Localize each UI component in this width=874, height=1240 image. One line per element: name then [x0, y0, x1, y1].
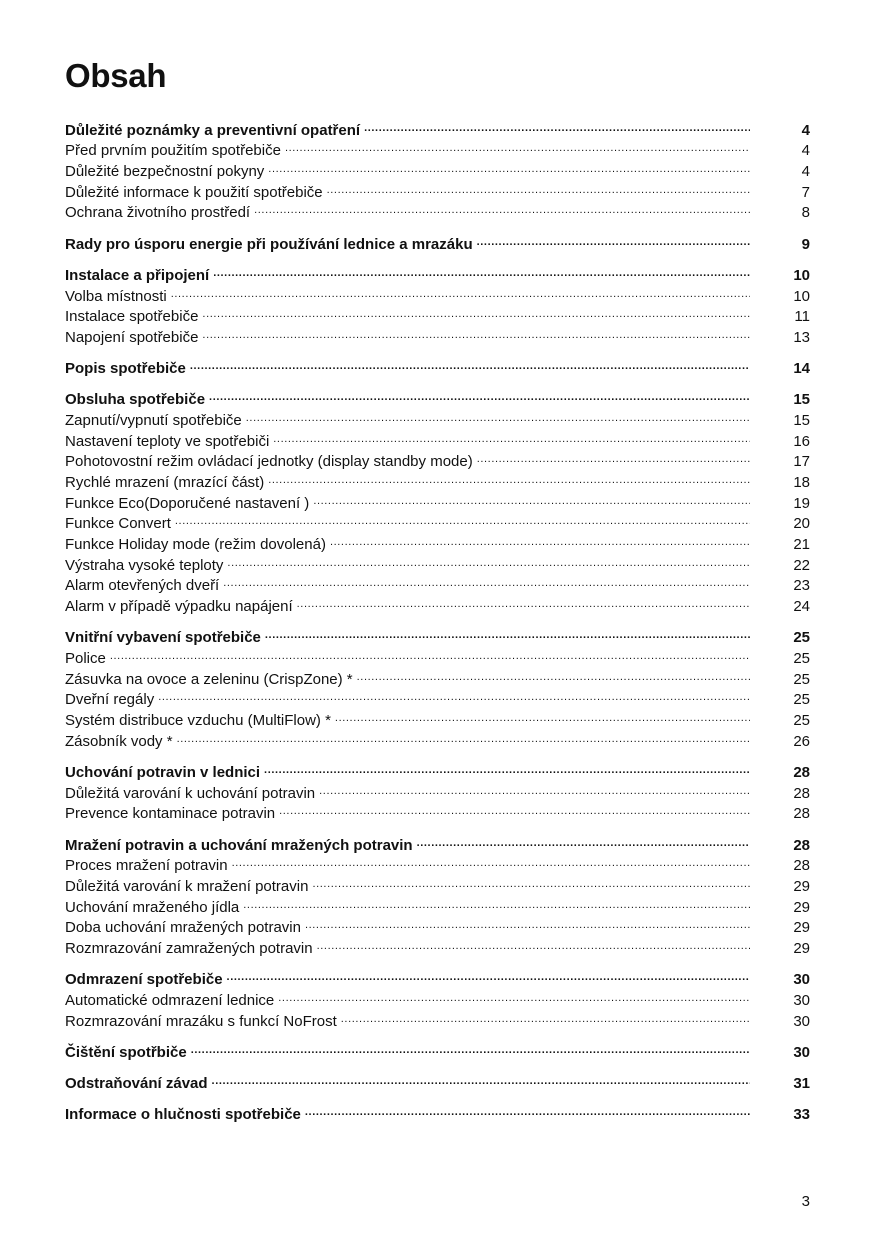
toc-page-number: 14 — [793, 360, 810, 378]
toc-entry-title: Funkce Holiday mode (režim dovolená) — [65, 536, 326, 554]
toc-entry[interactable] — [65, 301, 810, 326]
toc-heading[interactable] — [65, 756, 810, 781]
toc-entry[interactable] — [65, 663, 810, 688]
dot-leader — [268, 155, 750, 176]
dot-leader — [335, 704, 750, 725]
toc-entry-title: Odmrazení spotřebiče — [65, 971, 223, 989]
toc-page-number: 29 — [793, 939, 810, 957]
toc-entry-title: Volba místnosti — [65, 287, 167, 305]
toc-entry-title: Zapnutí/vypnutí spotřebiče — [65, 411, 242, 429]
toc-entry-title: Proces mražení potravin — [65, 857, 228, 875]
dot-leader — [273, 425, 750, 446]
toc-page-number: 10 — [793, 287, 810, 305]
toc-entry-title: Funkce Eco(Doporučené nastavení ) — [65, 494, 310, 512]
toc-page-number: 29 — [793, 898, 810, 916]
toc-page-number: 10 — [793, 266, 810, 284]
dot-leader — [232, 850, 750, 871]
toc-page-number: 18 — [793, 474, 810, 491]
toc-page-number: 17 — [793, 453, 810, 471]
toc-section — [65, 384, 810, 616]
page-title: Obsah — [65, 57, 167, 94]
dot-leader — [305, 1098, 750, 1119]
dot-leader — [223, 570, 750, 591]
toc-entry-title: Před prvním použitím spotřebiče — [65, 142, 281, 160]
dot-leader — [313, 487, 750, 508]
toc-section — [65, 1098, 810, 1124]
dot-leader — [158, 684, 750, 705]
toc-page-number: 26 — [793, 732, 810, 750]
toc-heading[interactable] — [65, 259, 810, 284]
dot-leader — [175, 508, 750, 529]
toc-section — [65, 622, 810, 750]
toc-section — [65, 114, 810, 222]
page-number: 3 — [801, 1193, 810, 1210]
toc-heading[interactable] — [65, 1036, 810, 1061]
dot-leader — [191, 1036, 750, 1057]
toc-entry-title: Čištění spotřbiče — [65, 1043, 187, 1061]
toc-entry-title: Uchování potravin v lednici — [65, 763, 261, 781]
toc-entry-title: Alarm v případě výpadku napájení — [65, 598, 293, 616]
toc-page-number: 30 — [793, 1043, 810, 1061]
dot-leader — [243, 891, 750, 912]
toc-page-number: 28 — [793, 763, 810, 781]
toc-entry-title: Napojení spotřebiče — [65, 328, 199, 346]
toc-entry-title: Výstraha vysoké teploty — [65, 556, 224, 574]
toc-heading[interactable] — [65, 829, 810, 854]
toc-page-number: 19 — [793, 494, 810, 512]
toc-entry-title: Rady pro úsporu energie při používání lednice a mrazáku — [65, 235, 473, 253]
toc-section — [65, 259, 810, 346]
toc-page-number: 15 — [793, 411, 810, 429]
toc-page-number: 25 — [793, 712, 810, 730]
toc-section — [65, 963, 810, 1030]
dot-leader — [364, 114, 750, 135]
toc-page-number: 30 — [793, 1012, 810, 1030]
toc-page-number: 28 — [793, 805, 810, 823]
toc-entry[interactable] — [65, 725, 810, 750]
toc-entry-title: Důležité bezpečnostní pokyny — [65, 163, 265, 181]
toc-heading[interactable] — [65, 1067, 810, 1092]
toc-entry-title: Instalace spotřebiče — [65, 308, 199, 326]
toc-page-number: 25 — [793, 670, 810, 688]
dot-leader — [110, 642, 750, 663]
toc-entry-title: Zásobník vody * — [65, 732, 173, 750]
dot-leader — [268, 466, 750, 487]
toc-page-number: 29 — [793, 877, 810, 895]
toc-page-number: 9 — [801, 235, 810, 253]
toc-page-number: 4 — [801, 121, 810, 139]
toc-page-number: 30 — [793, 991, 810, 1009]
dot-leader — [202, 301, 750, 322]
toc-entry[interactable] — [65, 684, 810, 709]
dot-leader — [171, 280, 750, 301]
toc-entry-title: Nastavení teploty ve spotřebiči — [65, 432, 270, 450]
toc-page-number: 16 — [793, 432, 810, 450]
toc-page-number: 13 — [793, 328, 810, 346]
toc-page-number: 25 — [793, 650, 810, 667]
toc-section — [65, 756, 810, 823]
dot-leader — [305, 912, 750, 933]
toc-entry-title: Rozmrazování zamražených potravin — [65, 939, 313, 957]
toc-section — [65, 829, 810, 957]
toc-heading[interactable] — [65, 384, 810, 409]
toc-page-number: 7 — [801, 183, 810, 201]
dot-leader — [227, 549, 750, 570]
dot-leader — [265, 622, 750, 643]
toc-entry-title: Vnitřní vybavení spotřebiče — [65, 629, 261, 647]
toc-entry-title: Mražení potravin a uchování mražených potravin — [65, 836, 413, 854]
toc-page-number: 4 — [801, 163, 810, 181]
dot-leader — [213, 259, 750, 280]
toc-section — [65, 352, 810, 378]
toc-section — [65, 1067, 810, 1092]
dot-leader — [317, 932, 750, 953]
toc-entry-title: Důležitá varování k uchování potravin — [65, 784, 316, 802]
toc-heading[interactable] — [65, 622, 810, 647]
dot-leader — [278, 984, 750, 1005]
dot-leader — [264, 756, 750, 777]
toc-page-number: 20 — [793, 515, 810, 533]
toc-entry-title: Doba uchování mražených potravin — [65, 919, 301, 937]
toc-page-number: 28 — [793, 784, 810, 802]
dot-leader — [246, 404, 750, 425]
toc-page-number: 33 — [793, 1106, 810, 1124]
toc-page-number: 25 — [793, 691, 810, 709]
table-of-contents — [65, 114, 810, 1130]
toc-page-number: 8 — [801, 204, 810, 222]
toc-heading[interactable] — [65, 1098, 810, 1124]
toc-page-number: 21 — [793, 536, 810, 554]
toc-entry-title: Funkce Convert — [65, 515, 171, 533]
toc-heading[interactable] — [65, 963, 810, 989]
dot-leader — [477, 228, 750, 249]
toc-entry-title: Obsluha spotřebiče — [65, 391, 206, 409]
dot-leader — [177, 725, 750, 746]
toc-entry[interactable] — [65, 528, 810, 554]
toc-entry-title: Zásuvka na ovoce a zeleninu (CrispZone) * — [65, 670, 353, 688]
dot-leader — [279, 798, 750, 819]
toc-page-number: 31 — [793, 1074, 810, 1092]
toc-entry-title: Informace o hlučnosti spotřebiče — [65, 1106, 301, 1124]
toc-entry[interactable] — [65, 704, 810, 730]
dot-leader — [312, 870, 750, 891]
toc-section — [65, 1036, 810, 1061]
dot-leader — [330, 528, 750, 549]
toc-entry-title: Automatické odmrazení lednice — [65, 991, 275, 1009]
toc-entry-title: Systém distribuce vzduchu (MultiFlow) * — [65, 712, 331, 730]
toc-entry-title: Uchování mraženého jídla — [65, 898, 240, 916]
toc-page-number: 23 — [793, 577, 810, 595]
dot-leader — [190, 352, 750, 373]
toc-entry-title: Instalace a připojení — [65, 266, 210, 284]
toc-entry-title: Rozmrazování mrazáku s funkcí NoFrost — [65, 1012, 337, 1030]
toc-section — [65, 228, 810, 253]
dot-leader — [297, 590, 750, 611]
toc-page-number: 30 — [793, 971, 810, 989]
toc-entry-title: Pohotovostní režim ovládací jednotky (display standby mode) — [65, 453, 473, 471]
toc-entry-title: Popis spotřebiče — [65, 360, 186, 378]
dot-leader — [319, 777, 750, 798]
toc-heading[interactable] — [65, 228, 810, 253]
dot-leader — [341, 1005, 750, 1026]
toc-entry-title: Alarm otevřených dveří — [65, 577, 220, 595]
toc-entry[interactable] — [65, 642, 810, 667]
toc-heading[interactable] — [65, 114, 810, 139]
toc-entry-title: Odstraňování závad — [65, 1074, 208, 1092]
toc-entry-title: Dveřní regály — [65, 691, 155, 709]
toc-page-number: 28 — [793, 836, 810, 854]
dot-leader — [357, 663, 750, 684]
toc-entry-title: Důležité informace k použití spotřebiče — [65, 183, 323, 201]
dot-leader — [285, 135, 750, 156]
toc-entry-title: Důležité poznámky a preventivní opatření — [65, 121, 361, 139]
toc-page-number: 28 — [793, 857, 810, 875]
dot-leader — [254, 197, 750, 218]
toc-page-number: 24 — [793, 598, 810, 616]
toc-page-number: 15 — [793, 391, 810, 409]
toc-page-number: 29 — [793, 919, 810, 937]
dot-leader — [477, 446, 750, 467]
toc-entry[interactable] — [65, 280, 810, 305]
toc-page-number: 25 — [793, 629, 810, 647]
dot-leader — [327, 176, 750, 197]
dot-leader — [202, 321, 750, 342]
toc-page-number: 22 — [793, 556, 810, 574]
dot-leader — [212, 1067, 750, 1088]
dot-leader — [227, 963, 750, 984]
dot-leader — [417, 829, 750, 850]
dot-leader — [209, 384, 750, 405]
toc-entry-title: Rychlé mrazení (mrazící část) — [65, 474, 265, 491]
toc-page-number: 4 — [801, 142, 810, 160]
toc-entry-title: Prevence kontaminace potravin — [65, 805, 276, 823]
toc-entry[interactable] — [65, 508, 810, 533]
toc-entry-title: Police — [65, 650, 106, 667]
toc-page-number: 11 — [794, 308, 810, 326]
toc-entry-title: Důležitá varování k mražení potravin — [65, 877, 309, 895]
toc-entry-title: Ochrana životního prostředí — [65, 204, 251, 222]
toc-heading[interactable] — [65, 352, 810, 378]
